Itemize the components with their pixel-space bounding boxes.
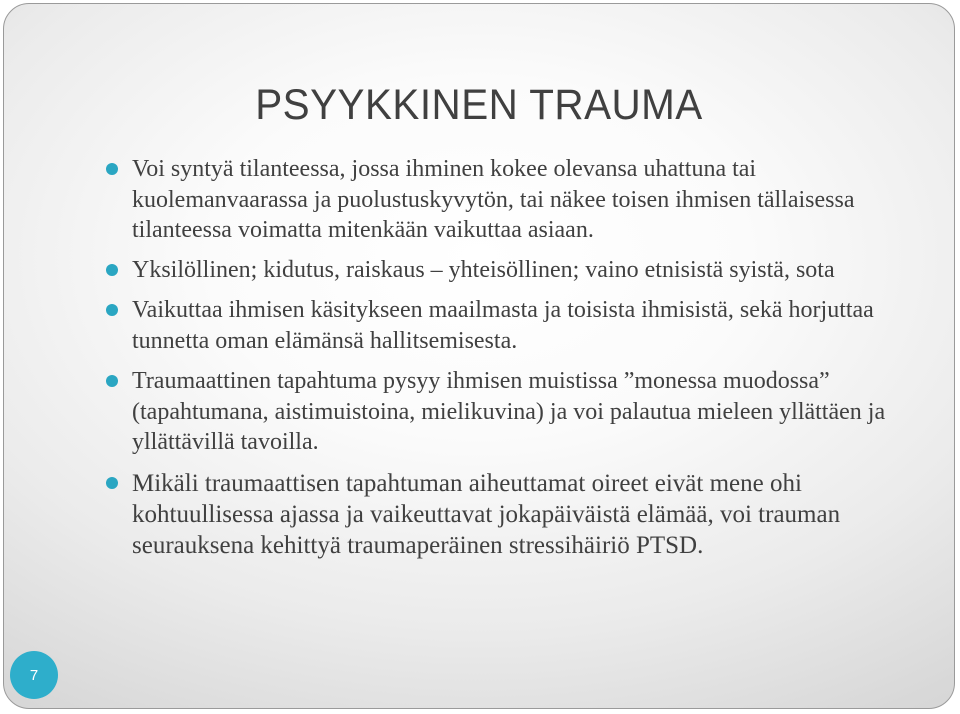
bullet-text: Voi syntyä tilanteessa, jossa ihminen kokee olevansa uhattuna tai kuolemanvaarassa ja puolustuskyvytön, tai näkee toisen ihmisen tällaisessa tilanteessa voimatta mitenkään vaikuttaa asiaan.: [132, 156, 855, 243]
bullet-item: [101, 366, 901, 458]
bullet-list: [101, 154, 901, 561]
slide: [3, 3, 955, 709]
bullet-item: [101, 154, 901, 246]
bullet-text: Yksilöllinen; kidutus, raiskaus – yhteisöllinen; vaino etnisistä syistä, sota: [132, 256, 835, 283]
bullet-dot-icon: [106, 264, 118, 276]
bullet-dot-icon: [106, 304, 118, 316]
bullet-item: [101, 255, 901, 286]
bullet-text: Vaikuttaa ihmisen käsitykseen maailmasta ja toisista ihmisistä, sekä horjuttaa tunnetta oman elämänsä hallitsemisesta.: [132, 297, 874, 354]
bullet-dot-icon: [106, 375, 118, 387]
bullet-text: Mikäli traumaattisen tapahtuman aiheuttamat oireet eivät mene ohi kohtuullisessa ajassa ja vaikeuttavat jokapäiväistä elämää, voi trauman seurauksena kehittyä traumaperäinen stressihäiriö PTSD.: [132, 469, 841, 559]
bullet-text: Traumaattinen tapahtuma pysyy ihmisen muistissa ”monessa muodossa” (tapahtumana, aistimuistoina, mielikuvina) ja voi palautua mieleen yllättäen ja yllättävillä tavoilla.: [132, 368, 886, 455]
slide-title: PSYYKKINEN TRAUMA: [255, 81, 703, 129]
bullet-dot-icon: [106, 477, 118, 489]
bullet-item: [101, 468, 901, 561]
page-number-badge: 7: [10, 651, 58, 699]
bullet-item: [101, 295, 901, 356]
bullet-dot-icon: [106, 163, 118, 175]
